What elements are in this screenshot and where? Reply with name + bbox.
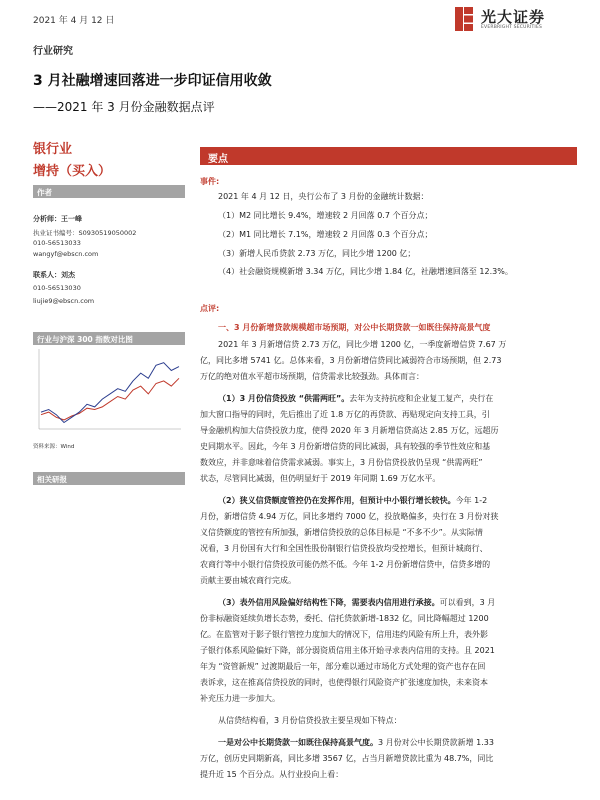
- analyst-email[interactable]: wangyf@ebscn.com: [33, 250, 99, 258]
- report-subtitle: ——2021 年 3 月份金融数据点评: [33, 100, 215, 114]
- para1-line-3: 万亿的绝对值水平超市场预期，信贷需求比较强劲。具体而言：: [200, 372, 424, 381]
- para6-lead: 一是对公中长期贷款一如既往保持高景气度。: [218, 738, 378, 747]
- analyst-name: 分析师：王一峰: [33, 215, 82, 223]
- contact-name: 联系人：刘杰: [33, 271, 75, 279]
- industry-name: 银行业: [33, 142, 73, 157]
- para5: 从信贷结构看，3 月份信贷投放主要呈现如下特点：: [218, 716, 402, 725]
- para1-line-2: 亿，同比多增 5741 亿。总体来看，3 月份新增信贷同比减弱符合市场预期，但 2.73: [200, 356, 502, 365]
- para4-text-1: 可以看到，3 月: [439, 598, 496, 607]
- chart-svg: [33, 345, 185, 435]
- report-date: 2021 年 4 月 12 日: [33, 16, 115, 26]
- para2-line-6: 状态，尽管同比减弱，但仍明显好于 2019 年同期 1.69 万亿水平。: [200, 474, 441, 483]
- everbright-logo-icon: [453, 5, 475, 33]
- event-item-2: （2）M1 同比增长 7.1%，增速较 2 月回落 0.3 个百分点；: [218, 230, 433, 239]
- contact-phone: 010-56513030: [33, 284, 81, 292]
- report-title: 3 月社融增速回落进一步印证信用收敛: [33, 73, 272, 89]
- para6-line-1: [218, 737, 494, 748]
- logo-text-cn: 光大证券: [481, 8, 546, 26]
- para3-line-3: 义信贷额度的管控有所加强，新增信贷投放的总体目标是 “不多不少”。从实际情: [200, 528, 483, 537]
- para4-line-6: 表诉求，这在推高信贷投放的同时，也使得银行风险资产扩张速度加快，未来资本: [200, 678, 488, 687]
- para2-line-5: 数效应，并非意味着信贷需求减弱。事实上，3 月份信贷投放仍呈现 “供需两旺”: [200, 458, 483, 467]
- contact-email[interactable]: liujie9@ebscn.com: [33, 297, 95, 305]
- company-logo: [453, 4, 573, 34]
- event-item-3: （3）新增人民币贷款 2.73 万亿，同比少增 1200 亿；: [218, 249, 416, 258]
- event-intro: 2021 年 4 月 12 日，央行公布了 3 月份的金融统计数据：: [218, 192, 429, 201]
- logo-text-en: EVERBRIGHT SECURITIES: [481, 25, 543, 30]
- para4-line-4: 子银行体系风险偏好下降，部分弱资质信用主体开始寻求表内信用的支持。且 2021: [200, 646, 495, 655]
- para6-line-2: 万亿，创历史同期新高，同比多增 3567 亿，占当月新增贷款比重为 48.7%，同比: [200, 754, 494, 763]
- para4-line-7: 补充压力进一步加大。: [200, 694, 280, 703]
- para6-line-3: 提升近 15 个百分点。从行业投向上看：: [200, 770, 344, 779]
- section-1-title: 一、3 月份新增贷款规模超市场预期，对公中长期贷款一如既往保持高景气度: [218, 323, 491, 332]
- chart-series-2: [41, 363, 179, 423]
- para3-line-5: 农商行等中小银行信贷投放可能仍然不低。今年 1-2 月份新增信贷中，信贷多增的: [200, 560, 491, 569]
- para4-line-3: 亿。在监管对于影子银行管控力度加大的情况下，信用违约风险有所上升，表外影: [200, 630, 488, 639]
- para4-line-5: 年为 “资管新规” 过渡期最后一年，部分难以通过市场化方式处理的资产也存在回: [200, 662, 486, 671]
- analyst-cert: 执业证书编号：S0930519050002: [33, 229, 137, 237]
- para6-text-1: 3 月份对公中长期贷款新增 1.33: [378, 738, 494, 747]
- para3-line-4: 况看，3 月份国有大行和全国性股份制银行信贷投放均受控增长，但预计城商行、: [200, 544, 488, 553]
- para2-line-2: 加大窗口指导的同时，先后推出了近 1.8 万亿的再贷款、再贴现定向支持工具，引: [200, 410, 490, 419]
- para2-line-1: [218, 393, 493, 404]
- authors-header: 作者: [33, 185, 185, 198]
- para1-line-1: 2021 年 3 月新增信贷 2.73 万亿，同比少增 1200 亿，一季度新增信贷 7.67 万: [218, 340, 507, 349]
- key-points-title: 要点: [208, 154, 228, 165]
- analyst-phone: 010-56513033: [33, 239, 81, 247]
- para3-text-1: 今年 1-2: [455, 496, 488, 505]
- para3-lead: （2）狭义信贷额度管控仍在发挥作用，但预计中小银行增长较快。: [218, 496, 456, 505]
- event-item-4: （4）社会融资规模新增 3.34 万亿，同比少增 1.84 亿，社融增速回落至 12.3%。: [218, 267, 513, 276]
- industry-rating: 增持（买入）: [33, 164, 112, 179]
- event-item-1: （1）M2 同比增长 9.4%，增速较 2 月回落 0.7 个百分点；: [218, 211, 433, 220]
- chart-header: 行业与沪深 300 指数对比图: [33, 332, 185, 345]
- related-reports-header: 相关研报: [33, 472, 185, 485]
- para2-text-1: 去年为支持抗疫和企业复工复产，央行在: [349, 394, 494, 403]
- para3-line-6: 贡献主要由城农商行完成。: [200, 576, 296, 585]
- chart-series-1: [41, 378, 179, 420]
- chart-source: 资料来源：Wind: [33, 444, 75, 450]
- para4-line-2: 份非标融资延续负增长态势，委托、信托贷款新增-1832 亿，同比降幅超过 1200: [200, 614, 489, 623]
- para2-line-4: 史同期水平。因此，今年 3 月份新增信贷的同比减弱，具有较强的季节性效应和基: [200, 442, 491, 451]
- para4-lead: （3）表外信用风险偏好结构性下降，需要表内信用进行承接。: [218, 598, 440, 607]
- event-label: 事件:: [200, 177, 220, 186]
- report-category: 行业研究: [33, 46, 73, 57]
- index-comparison-chart: [33, 345, 185, 435]
- para3-line-1: [218, 495, 487, 506]
- comment-label: 点评:: [200, 304, 220, 313]
- para4-line-1: [218, 597, 495, 608]
- key-points-bar: [200, 147, 577, 165]
- para2-line-3: 导金融机构加大信贷投放力度，使得 2020 年 3 月新增信贷高达 2.85 万亿，远超历: [200, 426, 499, 435]
- para3-line-2: 月份，新增信贷 4.94 万亿，同比多增约 7000 亿，投放略偏多，央行在 3 月份对狭: [200, 512, 499, 521]
- para2-lead: （1）3 月份信贷投放 “供需两旺”。: [218, 394, 350, 403]
